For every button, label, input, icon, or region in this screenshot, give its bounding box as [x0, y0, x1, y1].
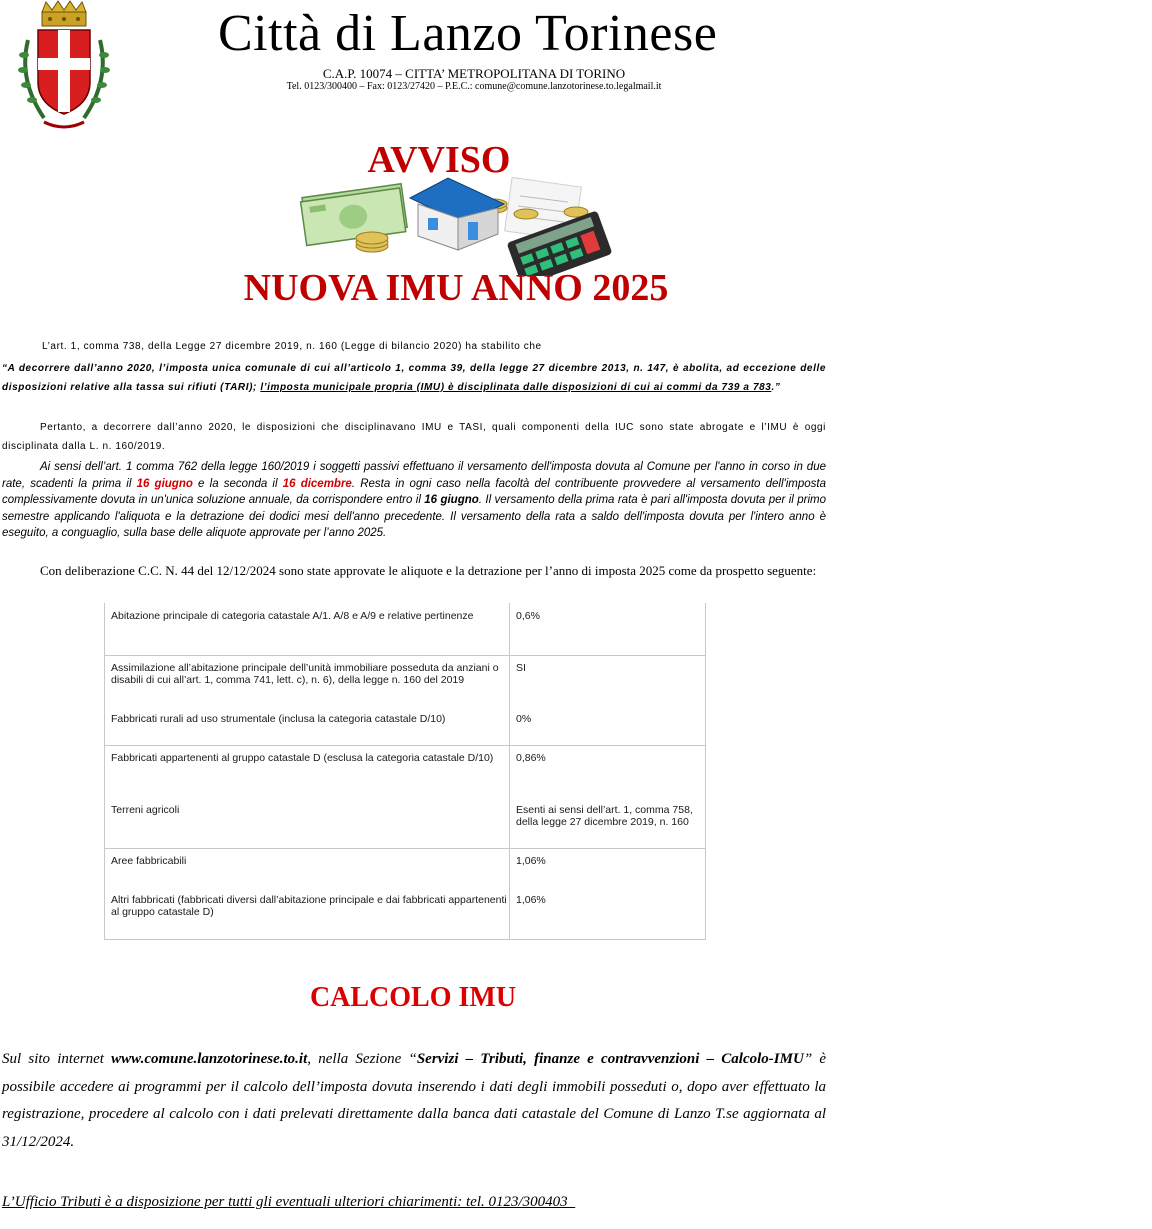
footer-note: L’Ufficio Tributi è a disposizione per tutti gli eventuali ulteriori chiarimenti: tel. 0123/300403 [2, 1194, 576, 1210]
second-installment-date: 16 dicembre [282, 477, 352, 490]
table-divider [509, 603, 510, 939]
rate-value: 0,86% [516, 752, 546, 764]
deliberation-paragraph: Con deliberazione C.C. N. 44 del 12/12/2024 sono state approvate le aliquote e la detrazione per l’anno di imposta 2025 come da prospetto seguente: [40, 563, 817, 578]
calcolo-title: CALCOLO IMU [309, 982, 517, 1013]
rate-value: 1,06% [516, 855, 546, 867]
rate-value: Esenti ai sensi dell’art. 1, comma 758, della legge 27 dicembre 2019, n. 160 [516, 804, 693, 828]
rate-category: Fabbricati rurali ad uso strumentale (inclusa la categoria catastale D/10) [111, 713, 446, 725]
calcolo-text-1: Sul sito internet [2, 1051, 112, 1067]
contact-line: Tel. 0123/300400 – Fax: 0123/27420 – P.E.C.: comune@comune.lanzotorinese.to.legalmail.it [286, 81, 662, 92]
postal-code-line: C.A.P. 10074 – CITTA’ METROPOLITANA DI TORINO [322, 66, 626, 81]
notice-label: AVVISO [367, 139, 511, 181]
abrogation-paragraph: Pertanto, a decorrere dall’anno 2020, le disposizioni che disciplinavano IMU e TASI, quali componenti della IUC sono state abrogate e l’IMU è oggi disciplinata dalla L. n. 160/2019. [2, 422, 826, 452]
payment-text-1: Ai sensi dell’art. 1 comma 762 della legge 160/2019 i soggetti passivi effettuano il versamento dell'imposta dovuta al Comune per l'anno in corso in due rate, scadenti la prima il [2, 461, 826, 490]
table-row-border [105, 655, 705, 656]
notice-headline: NUOVA IMU ANNO 2025 [243, 267, 669, 309]
calcolo-text-2: , nella Sezione “ [307, 1051, 417, 1067]
payment-paragraph [2, 459, 826, 542]
law-quote-imu-rule: l’imposta municipale propria (IMU) è disciplinata dalle disposizioni di cui ai commi da 739 a 783 [260, 382, 772, 393]
rate-value: 1,06% [516, 894, 546, 906]
rate-value: 0% [516, 713, 532, 725]
calcolo-paragraph [2, 1046, 826, 1156]
rate-category: Abitazione principale di categoria catastale A/1. A/8 e A/9 e relative pertinenze [111, 610, 474, 622]
city-title: Città di Lanzo Torinese [218, 5, 718, 62]
law-quote-part1: “A decorrere dall’anno 2020, l’imposta unica comunale di cui all’articolo 1, comma 39, della legge 27 dicembre 2013, n. 147, è abolita, ad eccezione delle disposizioni relative alla tassa sui rifiuti (TARI); [2, 363, 826, 393]
rate-value: SI [516, 662, 526, 674]
website-link[interactable]: www.comune.lanzotorinese.to.it [111, 1051, 308, 1067]
law-quote [2, 359, 826, 397]
rate-category: Terreni agricoli [111, 804, 180, 816]
rate-category: Fabbricati appartenenti al gruppo catastale D (esclusa la categoria catastale D/10) [111, 752, 494, 764]
first-installment-date: 16 giugno [136, 477, 193, 490]
table-row-border [105, 745, 705, 746]
rate-category: Altri fabbricati (fabbricati diversi dall’abitazione principale e dai fabbricati appartenenti al gruppo catastale D) [111, 894, 507, 918]
law-intro: L’art. 1, comma 738, della Legge 27 dicembre 2019, n. 160 (Legge di bilancio 2020) ha stabilito che [42, 341, 542, 352]
rate-category: Aree fabbricabili [111, 855, 187, 867]
rates-table [104, 603, 706, 940]
section-name: Servizi – Tributi, finanze e contravvenzioni – Calcolo-IMU [416, 1051, 804, 1067]
payment-text-4: . Il versamento della prima rata è pari all'imposta dovuta per il primo semestre applicando l'aliquota e la detrazione dei dodici mesi dell'anno precedente. Il versamento della rata a saldo dell'imposta dovuta per l'intero anno è eseguito, a conguaglio, sulla base delle aliquote approvate per l’anno 2025. [2, 494, 826, 539]
rate-category: Assimilazione all’abitazione principale dell’unità immobiliare posseduta da anziani o disabili di cui all’art. 1, comma 741, lett. c), n. 6), della legge n. 160 del 2019 [111, 662, 499, 686]
law-quote-end: .” [771, 382, 781, 393]
payment-text-2: e la seconda il [192, 477, 283, 490]
payment-text-3: . Resta in ogni caso nella facoltà del contribuente provvedere al versamento dell'imposta complessivamente dovuta in un'unica soluzione annuale, da corrispondere entro il [2, 477, 826, 506]
calcolo-text-3: ” è possibile accedere ai programmi per il calcolo dell’imposta dovuta inserendo i dati degli immobili posseduti o, dopo aver effettuato la registrazione, procedere al calcolo con i dati prelevati direttamente dalla banca dati catastale del Comune di Lanzo T.se aggiornata al 31/12/2024. [2, 1051, 827, 1150]
rate-value: 0,6% [516, 610, 540, 622]
single-payment-date: 16 giugno [424, 494, 479, 506]
table-row-border [105, 848, 705, 849]
money-house-calculator-illustration-icon [298, 168, 628, 276]
